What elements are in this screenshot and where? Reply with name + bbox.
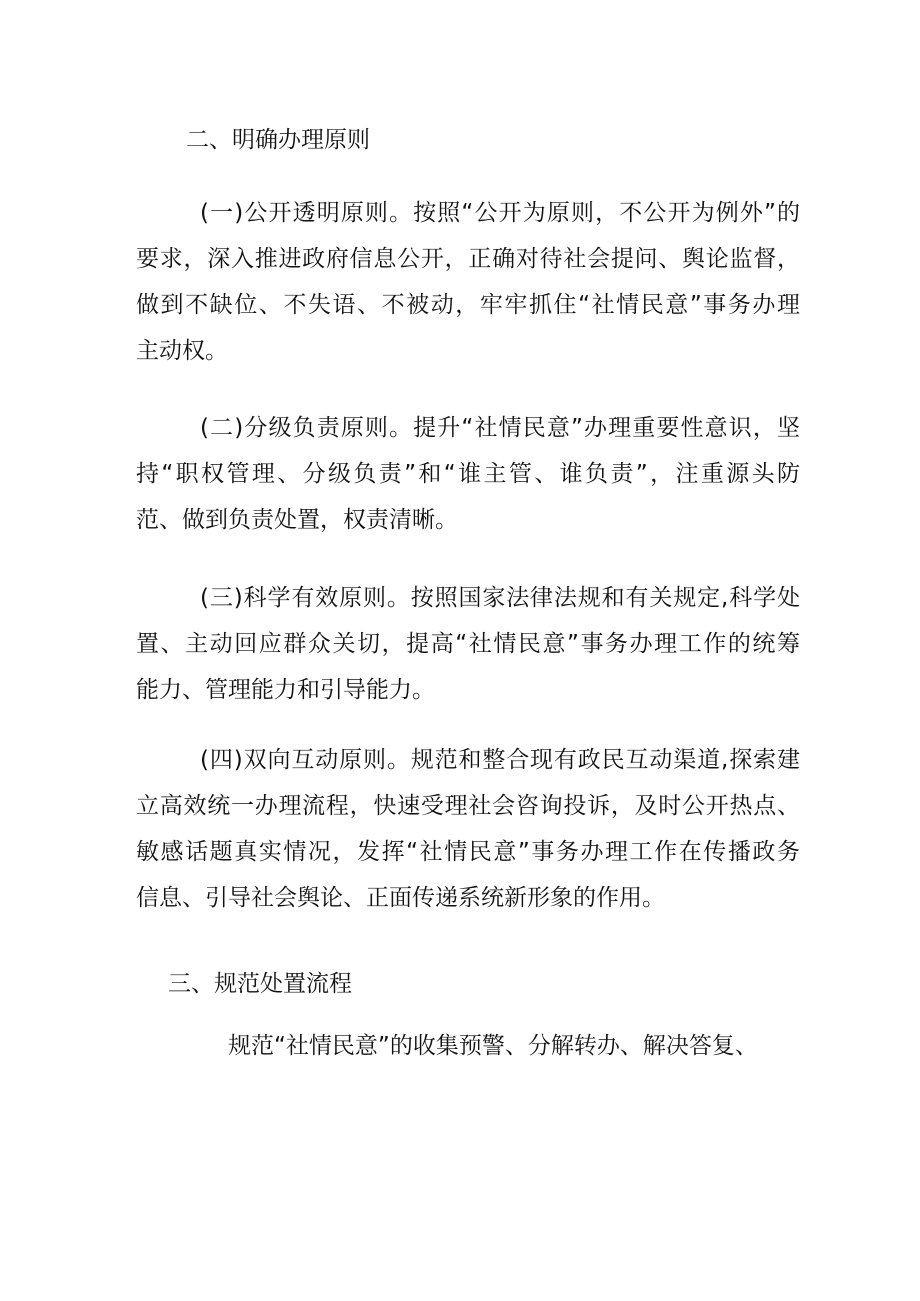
paragraph-line: 能力、管理能力和引导能力。	[136, 677, 435, 703]
paragraph-line: (四)双向互动原则。规范和整合现有政民互动渠道,探索建	[200, 747, 800, 773]
section-heading-2: 二、明确办理原则	[186, 127, 370, 153]
paragraph-line: 范、做到负责处置，权责清晰。	[136, 507, 458, 533]
paragraph-line: 规范“社情民意”的收集预警、分解转办、解决答复、	[228, 1033, 758, 1059]
paragraph-line: (二)分级负责原则。提升“社情民意”办理重要性意识，坚	[200, 415, 800, 441]
paragraph-line: 要求，深入推进政府信息公开，正确对待社会提问、舆论监督，	[136, 246, 800, 272]
paragraph-line: 敏感话题真实情况，发挥“社情民意”事务办理工作在传播政务	[136, 839, 800, 865]
paragraph-line: 持“职权管理、分级负责”和“谁主管、谁负责”，注重源头防	[136, 461, 800, 487]
paragraph-process	[136, 1023, 800, 1069]
paragraph-line: 置、主动回应群众关切，提高“社情民意”事务办理工作的统筹	[136, 631, 800, 657]
paragraph-interaction	[136, 737, 800, 921]
paragraph-hierarchy	[136, 405, 800, 543]
paragraph-openness	[136, 190, 800, 374]
paragraph-line: 信息、引导社会舆论、正面传递系统新形象的作用。	[136, 885, 665, 911]
paragraph-line: 立高效统一办理流程，快速受理社会咨询投诉，及时公开热点、	[136, 793, 800, 819]
paragraph-line: 做到不缺位、不失语、不被动，牢牢抓住“社情民意”事务办理	[136, 292, 800, 318]
paragraph-line: (一)公开透明原则。按照“公开为原则，不公开为例外”的	[200, 200, 800, 226]
paragraph-scientific	[136, 575, 800, 713]
section-heading-3: 三、规范处置流程	[168, 971, 352, 997]
paragraph-line: (三)科学有效原则。按照国家法律法规和有关规定,科学处	[200, 585, 800, 611]
paragraph-line: 主动权。	[136, 338, 228, 364]
